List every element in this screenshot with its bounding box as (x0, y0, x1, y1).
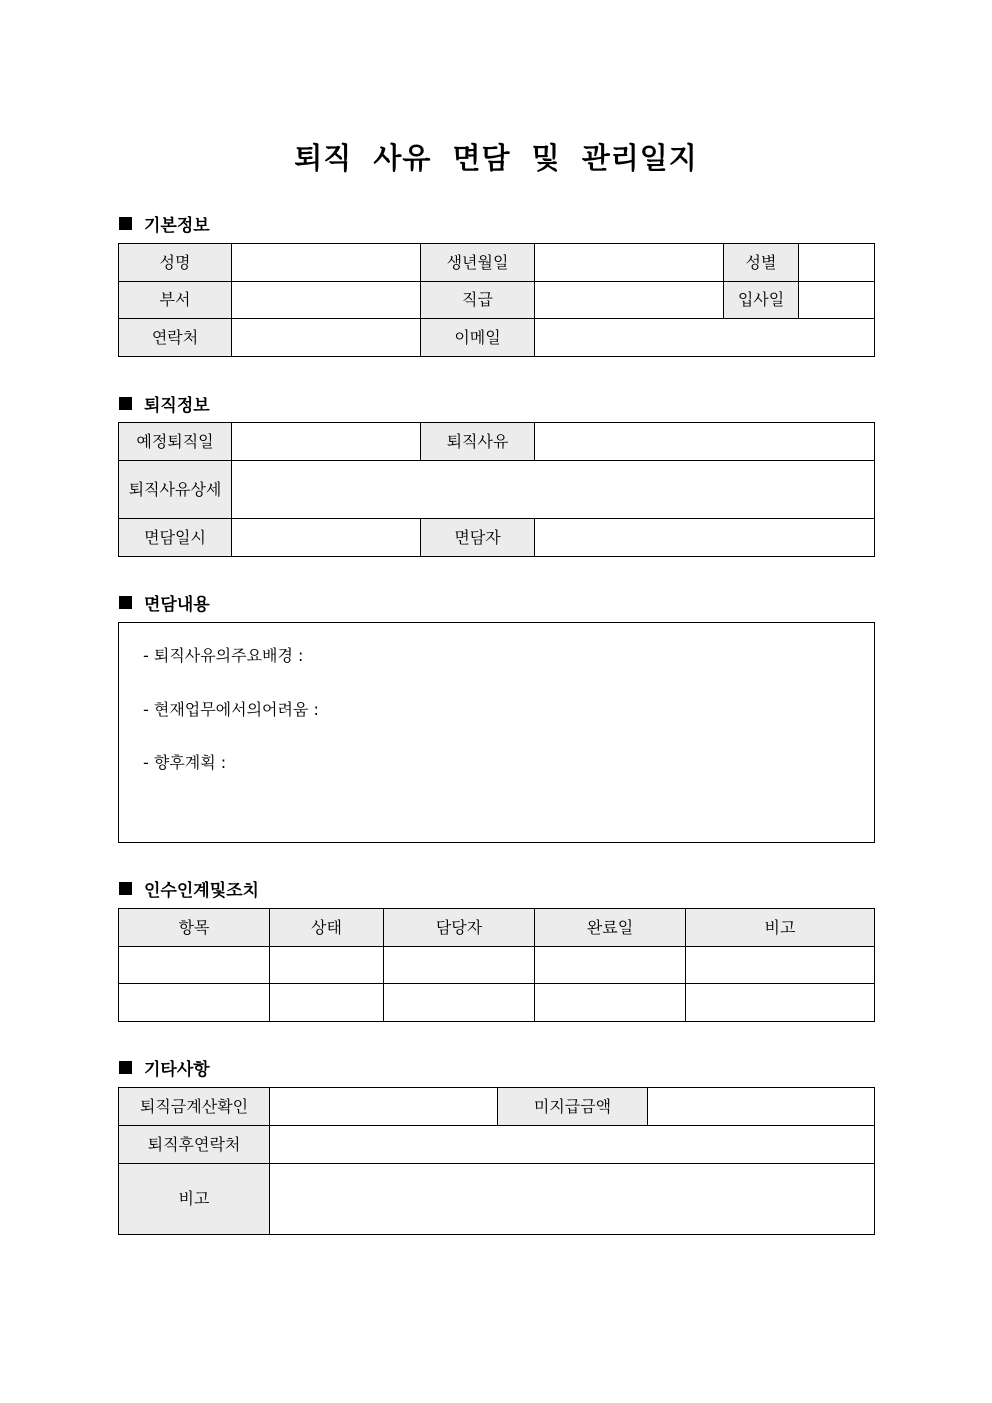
post-contact-field[interactable] (269, 1125, 875, 1164)
table-cell[interactable] (534, 946, 686, 984)
planned-date-field[interactable] (231, 422, 421, 461)
column-header-remarks: 비고 (685, 908, 875, 947)
label-dept: 부서 (118, 281, 232, 319)
table-cell[interactable] (383, 946, 535, 984)
interview-line-background: - 퇴직사유의주요배경 : (143, 646, 304, 665)
label-position: 직급 (420, 281, 535, 319)
page-title: 퇴직 사유 면담 및 관리일지 (294, 141, 698, 175)
interview-line-difficulty: - 현재업무에서의어려움 : (143, 700, 319, 719)
table-cell[interactable] (118, 983, 270, 1022)
interview-line-future-plan: - 향후계획 : (143, 753, 227, 772)
unpaid-amount-field[interactable] (647, 1087, 875, 1126)
section-heading-basic (119, 212, 210, 234)
square-bullet-icon (119, 1061, 132, 1074)
square-bullet-icon (119, 882, 132, 895)
birth-field[interactable] (534, 243, 724, 282)
section-heading-resign (119, 392, 210, 414)
reason-field[interactable] (534, 422, 875, 461)
label-interviewer: 면담자 (420, 518, 535, 557)
table-cell[interactable] (269, 983, 384, 1022)
table-cell[interactable] (383, 983, 535, 1022)
label-email: 이메일 (420, 318, 535, 357)
section-title: 기본정보 (144, 215, 210, 236)
section-heading-interview (119, 591, 210, 613)
column-header-owner: 담당자 (383, 908, 535, 947)
label-birth: 생년월일 (420, 243, 535, 282)
column-header-item: 항목 (118, 908, 270, 947)
name-field[interactable] (231, 243, 421, 282)
table-cell[interactable] (685, 946, 875, 984)
square-bullet-icon (119, 397, 132, 410)
table-cell[interactable] (685, 983, 875, 1022)
section-title: 퇴직정보 (144, 395, 210, 416)
label-hire-date: 입사일 (723, 281, 799, 319)
table-cell[interactable] (118, 946, 270, 984)
column-header-status: 상태 (269, 908, 384, 947)
section-heading-handover (119, 877, 259, 899)
table-cell[interactable] (269, 946, 384, 984)
label-name: 성명 (118, 243, 232, 282)
section-heading-etc (119, 1056, 210, 1078)
section-title: 인수인계및조치 (144, 880, 259, 901)
interview-content-box[interactable] (118, 622, 875, 843)
square-bullet-icon (119, 596, 132, 609)
remarks-field[interactable] (269, 1163, 875, 1235)
section-title: 면담내용 (144, 594, 210, 615)
label-reason-detail: 퇴직사유상세 (118, 460, 232, 519)
label-post-contact: 퇴직후연락처 (118, 1125, 270, 1164)
column-header-done-date: 완료일 (534, 908, 686, 947)
square-bullet-icon (119, 217, 132, 230)
position-field[interactable] (534, 281, 724, 319)
label-severance-check: 퇴직금계산확인 (118, 1087, 270, 1126)
gender-field[interactable] (798, 243, 875, 282)
section-title: 기타사항 (144, 1059, 210, 1080)
label-unpaid-amount: 미지급금액 (497, 1087, 648, 1126)
label-planned-date: 예정퇴직일 (118, 422, 232, 461)
email-field[interactable] (534, 318, 875, 357)
label-reason: 퇴직사유 (420, 422, 535, 461)
label-interview-date: 면담일시 (118, 518, 232, 557)
severance-check-field[interactable] (269, 1087, 498, 1126)
contact-field[interactable] (231, 318, 421, 357)
label-contact: 연락처 (118, 318, 232, 357)
label-gender: 성별 (723, 243, 799, 282)
table-cell[interactable] (534, 983, 686, 1022)
dept-field[interactable] (231, 281, 421, 319)
label-remarks: 비고 (118, 1163, 270, 1235)
interviewer-field[interactable] (534, 518, 875, 557)
hire-date-field[interactable] (798, 281, 875, 319)
interview-date-field[interactable] (231, 518, 421, 557)
reason-detail-field[interactable] (231, 460, 875, 519)
